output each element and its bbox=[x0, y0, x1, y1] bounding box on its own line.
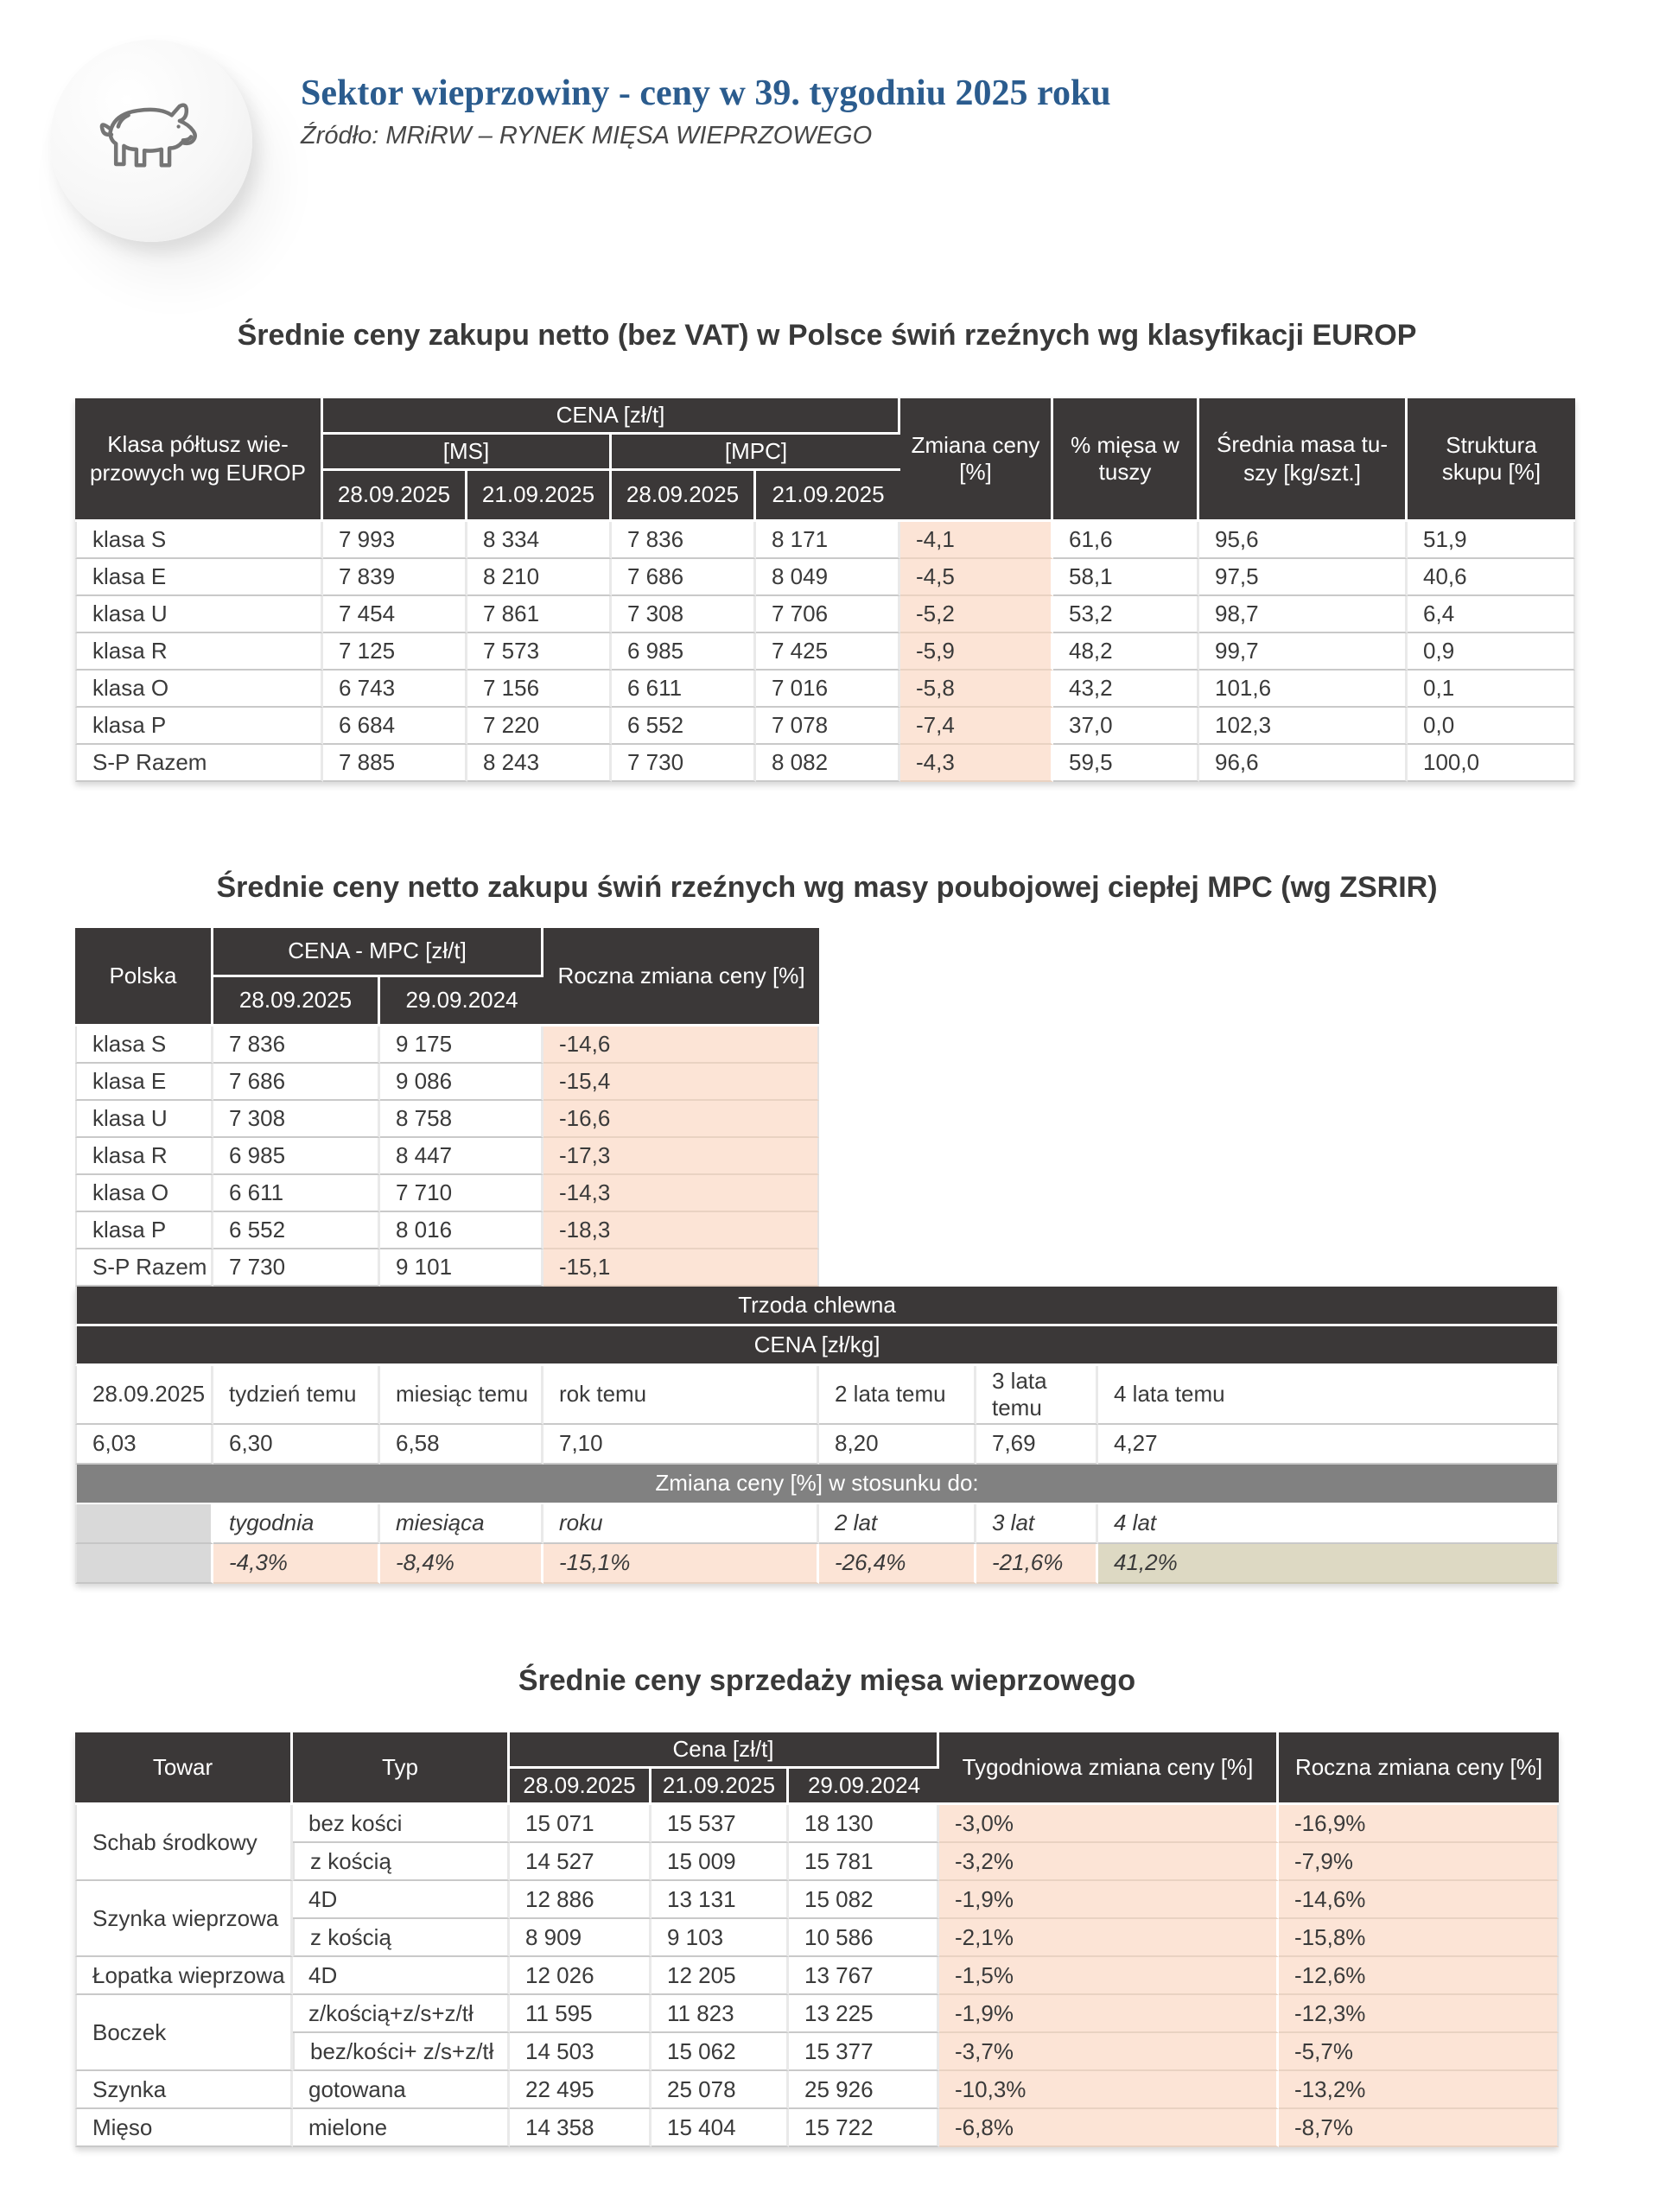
band-cena-unit: CENA [zł/kg] bbox=[75, 1326, 1559, 1366]
cell-change-label: tygodnia bbox=[213, 1504, 380, 1544]
cell-change-label: 3 lat bbox=[976, 1504, 1098, 1544]
page-source: Źródło: MRiRW – RYNEK MIĘSA WIEPRZOWEGO bbox=[301, 122, 873, 150]
table-row bbox=[75, 633, 1575, 671]
col-header-roczna: Roczna zmiana ceny [%] bbox=[543, 928, 819, 1027]
cell-rocz: -16,9% bbox=[1279, 1805, 1559, 1843]
cell-c3: 15 082 bbox=[789, 1881, 939, 1919]
cell-change-value: 41,2% bbox=[1098, 1544, 1559, 1584]
cell-towar: Boczek bbox=[75, 1995, 293, 2071]
cell-ms2: 8 210 bbox=[467, 559, 612, 596]
cell-d1: 6 611 bbox=[213, 1175, 380, 1212]
cell-change-label: roku bbox=[543, 1504, 819, 1544]
col-header-ms: [MS] bbox=[323, 435, 612, 471]
cell-typ: 4D bbox=[293, 1881, 510, 1919]
cell-masa: 96,6 bbox=[1199, 745, 1408, 782]
cell-c1: 15 071 bbox=[510, 1805, 652, 1843]
cell-tyg: -3,2% bbox=[939, 1843, 1279, 1881]
section-title-europ: Średnie ceny zakupu netto (bez VAT) w Polsce świń rzeźnych wg klasyfikacji EUROP bbox=[237, 319, 1417, 352]
cell-c3: 13 767 bbox=[789, 1957, 939, 1995]
cell-price-label: tydzień temu bbox=[213, 1366, 380, 1425]
cell-price-value: 4,27 bbox=[1098, 1425, 1559, 1465]
cell-masa: 101,6 bbox=[1199, 671, 1408, 708]
cell-price-value: 6,03 bbox=[75, 1425, 213, 1465]
cell-tyg: -3,0% bbox=[939, 1805, 1279, 1843]
band-trzoda-title: Trzoda chlewna bbox=[75, 1287, 1559, 1326]
cell-tyg: -2,1% bbox=[939, 1919, 1279, 1957]
cell-price-value: 6,58 bbox=[380, 1425, 543, 1465]
table-row bbox=[75, 1138, 819, 1175]
cell-c2: 15 404 bbox=[652, 2109, 789, 2147]
cell-zm: -17,3 bbox=[543, 1138, 819, 1175]
table-row bbox=[75, 1027, 819, 1064]
cell-c1: 14 503 bbox=[510, 2033, 652, 2071]
cell-towar: Szynka wieprzowa bbox=[75, 1881, 293, 1957]
col-header-date: 21.09.2025 bbox=[652, 1769, 789, 1805]
cell-miesa: 43,2 bbox=[1053, 671, 1199, 708]
cell-d2: 8 758 bbox=[380, 1101, 543, 1138]
cell-miesa: 48,2 bbox=[1053, 633, 1199, 671]
cell-klasa: klasa R bbox=[75, 633, 323, 671]
cell-typ: bez kości bbox=[293, 1805, 510, 1843]
cell-zm: -5,2 bbox=[900, 596, 1053, 633]
cell-typ: z kością bbox=[293, 1843, 510, 1881]
cell-price-label: 4 lata temu bbox=[1098, 1366, 1559, 1425]
table-row bbox=[75, 1881, 1559, 1919]
cell-price-label: 2 lata temu bbox=[819, 1366, 976, 1425]
cell-rocz: -12,3% bbox=[1279, 1995, 1559, 2033]
content bbox=[75, 0, 1579, 2147]
col-header-towar: Towar bbox=[75, 1732, 293, 1805]
cell-price-label: 3 lata temu bbox=[976, 1366, 1098, 1425]
col-header-date: 29.09.2024 bbox=[789, 1769, 939, 1805]
cell-miesa: 59,5 bbox=[1053, 745, 1199, 782]
col-header-date: 21.09.2025 bbox=[467, 471, 612, 522]
table-row bbox=[75, 1249, 819, 1287]
table-meat bbox=[75, 1732, 1559, 2147]
cell-d1: 7 308 bbox=[213, 1101, 380, 1138]
cell-masa: 99,7 bbox=[1199, 633, 1408, 671]
cell-zm: -14,6 bbox=[543, 1027, 819, 1064]
table-row bbox=[75, 1425, 1559, 1465]
cell-c3: 25 926 bbox=[789, 2071, 939, 2109]
cell-c1: 14 358 bbox=[510, 2109, 652, 2147]
cell-c2: 9 103 bbox=[652, 1919, 789, 1957]
cell-tyg: -6,8% bbox=[939, 2109, 1279, 2147]
cell-miesa: 58,1 bbox=[1053, 559, 1199, 596]
cell-d2: 8 016 bbox=[380, 1212, 543, 1249]
cell-miesa: 61,6 bbox=[1053, 522, 1199, 559]
table-row bbox=[75, 745, 1575, 782]
cell-c3: 13 225 bbox=[789, 1995, 939, 2033]
cell-c1: 22 495 bbox=[510, 2071, 652, 2109]
cell-zm: -18,3 bbox=[543, 1212, 819, 1249]
cell-masa: 97,5 bbox=[1199, 559, 1408, 596]
cell-zm: -15,1 bbox=[543, 1249, 819, 1287]
table-row bbox=[75, 1175, 819, 1212]
cell-klasa: klasa O bbox=[75, 671, 323, 708]
cell-skup: 0,0 bbox=[1408, 708, 1575, 745]
cell-c1: 8 909 bbox=[510, 1919, 652, 1957]
cell-typ: bez/kości+ z/s+z/tł bbox=[293, 2033, 510, 2071]
section-title-meat: Średnie ceny sprzedaży mięsa wieprzowego bbox=[518, 1663, 1136, 1697]
cell-skup: 40,6 bbox=[1408, 559, 1575, 596]
cell-towar: Mięso bbox=[75, 2109, 293, 2147]
col-header-masa-line2: szy [kg/szt.] bbox=[1243, 459, 1361, 486]
cell-rocz: -14,6% bbox=[1279, 1881, 1559, 1919]
table-europ bbox=[75, 398, 1575, 782]
cell-d1: 6 552 bbox=[213, 1212, 380, 1249]
table-row bbox=[75, 1805, 1559, 1843]
cell-typ: z kością bbox=[293, 1919, 510, 1957]
cell-miesa: 37,0 bbox=[1053, 708, 1199, 745]
cell-change-value: -4,3% bbox=[213, 1544, 380, 1584]
col-header-cena-meat: Cena [zł/t] bbox=[510, 1732, 939, 1769]
col-header-date: 28.09.2025 bbox=[612, 471, 756, 522]
cell-d2: 9 086 bbox=[380, 1064, 543, 1101]
table-mpc bbox=[75, 928, 819, 1287]
cell-klasa: klasa O bbox=[75, 1175, 213, 1212]
cell-mpc1: 7 686 bbox=[612, 559, 756, 596]
col-header-date: 21.09.2025 bbox=[756, 471, 900, 522]
cell-klasa: klasa S bbox=[75, 1027, 213, 1064]
cell-c3: 18 130 bbox=[789, 1805, 939, 1843]
cell-price-value: 7,69 bbox=[976, 1425, 1098, 1465]
cell-ms1: 6 743 bbox=[323, 671, 467, 708]
cell-klasa: klasa P bbox=[75, 708, 323, 745]
col-header-zmiana: Zmiana ceny [%] bbox=[900, 398, 1053, 522]
table-row bbox=[75, 708, 1575, 745]
cell-masa: 98,7 bbox=[1199, 596, 1408, 633]
cell-c2: 11 823 bbox=[652, 1995, 789, 2033]
table-row bbox=[75, 1326, 1559, 1366]
cell-tyg: -1,9% bbox=[939, 1881, 1279, 1919]
cell-ms2: 7 573 bbox=[467, 633, 612, 671]
cell-ms2: 8 243 bbox=[467, 745, 612, 782]
cell-change-value: -21,6% bbox=[976, 1544, 1098, 1584]
col-header-date: 28.09.2025 bbox=[323, 471, 467, 522]
cell-ms2: 7 156 bbox=[467, 671, 612, 708]
col-header-masa bbox=[1199, 398, 1408, 522]
table-row bbox=[75, 1064, 819, 1101]
cell-change-label: 4 lat bbox=[1098, 1504, 1559, 1544]
cell-skup: 6,4 bbox=[1408, 596, 1575, 633]
cell-change-value: -15,1% bbox=[543, 1544, 819, 1584]
cell-change-label: miesiąca bbox=[380, 1504, 543, 1544]
cell-klasa: S-P Razem bbox=[75, 1249, 213, 1287]
cell-mpc2: 8 082 bbox=[756, 745, 900, 782]
cell-mpc1: 7 308 bbox=[612, 596, 756, 633]
cell-zm: -5,9 bbox=[900, 633, 1053, 671]
cell-c1: 14 527 bbox=[510, 1843, 652, 1881]
cell-mpc1: 6 985 bbox=[612, 633, 756, 671]
table-row bbox=[75, 1366, 1559, 1425]
cell-klasa: klasa U bbox=[75, 1101, 213, 1138]
cell-klasa: klasa U bbox=[75, 596, 323, 633]
col-header-date: 28.09.2025 bbox=[510, 1769, 652, 1805]
cell-ms1: 7 125 bbox=[323, 633, 467, 671]
table-row bbox=[75, 1544, 1559, 1584]
cell-mpc2: 8 049 bbox=[756, 559, 900, 596]
table-row bbox=[75, 596, 1575, 633]
cell-klasa: klasa S bbox=[75, 522, 323, 559]
cell-ms1: 7 454 bbox=[323, 596, 467, 633]
cell-zm: -16,6 bbox=[543, 1101, 819, 1138]
table-row bbox=[75, 1212, 819, 1249]
col-header-struktura: Struktura skupu [%] bbox=[1408, 398, 1575, 522]
cell-d1: 7 686 bbox=[213, 1064, 380, 1101]
cell-c2: 12 205 bbox=[652, 1957, 789, 1995]
cell-typ: 4D bbox=[293, 1957, 510, 1995]
cell-c1: 11 595 bbox=[510, 1995, 652, 2033]
cell-rocz: -13,2% bbox=[1279, 2071, 1559, 2109]
cell-zm: -4,1 bbox=[900, 522, 1053, 559]
cell-ms2: 8 334 bbox=[467, 522, 612, 559]
table-row bbox=[75, 1287, 1559, 1326]
cell-d2: 7 710 bbox=[380, 1175, 543, 1212]
cell-c3: 10 586 bbox=[789, 1919, 939, 1957]
cell-price-label: miesiąc temu bbox=[380, 1366, 543, 1425]
cell-mpc1: 7 730 bbox=[612, 745, 756, 782]
section-title-mpc: Średnie ceny netto zakupu świń rzeźnych wg masy poubojowej ciepłej MPC (wg ZSRIR) bbox=[216, 870, 1438, 904]
cell-d2: 8 447 bbox=[380, 1138, 543, 1175]
cell-rocz: -15,8% bbox=[1279, 1919, 1559, 1957]
cell-zm: -4,3 bbox=[900, 745, 1053, 782]
cell-tyg: -1,9% bbox=[939, 1995, 1279, 2033]
cell-towar: Szynka bbox=[75, 2071, 293, 2109]
cell-change-label: 2 lat bbox=[819, 1504, 976, 1544]
cell-mpc2: 7 425 bbox=[756, 633, 900, 671]
cell-ms1: 6 684 bbox=[323, 708, 467, 745]
cell-klasa: klasa E bbox=[75, 559, 323, 596]
cell-rocz: -12,6% bbox=[1279, 1957, 1559, 1995]
cell-c3: 15 781 bbox=[789, 1843, 939, 1881]
cell-price-label: 28.09.2025 bbox=[75, 1366, 213, 1425]
cell-miesa: 53,2 bbox=[1053, 596, 1199, 633]
cell-ms2: 7 861 bbox=[467, 596, 612, 633]
table-row bbox=[75, 1465, 1559, 1504]
cell-zm: -4,5 bbox=[900, 559, 1053, 596]
col-header-region: Polska bbox=[75, 928, 213, 1027]
cell-rocz: -7,9% bbox=[1279, 1843, 1559, 1881]
cell-masa: 95,6 bbox=[1199, 522, 1408, 559]
cell-tyg: -3,7% bbox=[939, 2033, 1279, 2071]
cell-zm: -14,3 bbox=[543, 1175, 819, 1212]
col-header-tygodniowa: Tygodniowa zmiana ceny [%] bbox=[939, 1732, 1279, 1805]
table-row bbox=[75, 2071, 1559, 2109]
cell-c3: 15 722 bbox=[789, 2109, 939, 2147]
cell-typ: z/kością+z/s+z/tł bbox=[293, 1995, 510, 2033]
table-row bbox=[75, 2109, 1559, 2147]
cell-mpc1: 7 836 bbox=[612, 522, 756, 559]
table-row bbox=[75, 1995, 1559, 2033]
cell-d2: 9 175 bbox=[380, 1027, 543, 1064]
cell-masa: 102,3 bbox=[1199, 708, 1408, 745]
cell-c2: 15 009 bbox=[652, 1843, 789, 1881]
cell-rocz: -5,7% bbox=[1279, 2033, 1559, 2071]
cell-towar: Łopatka wieprzowa bbox=[75, 1957, 293, 1995]
cell-towar: Schab środkowy bbox=[75, 1805, 293, 1881]
col-header-klasa-line2: przowych wg EUROP bbox=[90, 459, 306, 486]
table-row bbox=[75, 1843, 1559, 1881]
cell-mpc2: 7 706 bbox=[756, 596, 900, 633]
cell-c1: 12 026 bbox=[510, 1957, 652, 1995]
cell-ms1: 7 993 bbox=[323, 522, 467, 559]
table-row bbox=[75, 671, 1575, 708]
cell-zm: -15,4 bbox=[543, 1064, 819, 1101]
table-row bbox=[75, 1919, 1559, 1957]
col-header-miesa: % mięsa w tuszy bbox=[1053, 398, 1199, 522]
col-header-mpc: [MPC] bbox=[612, 435, 900, 471]
cell-rocz: -8,7% bbox=[1279, 2109, 1559, 2147]
cell-price-value: 6,30 bbox=[213, 1425, 380, 1465]
cell-ms2: 7 220 bbox=[467, 708, 612, 745]
cell-c2: 15 537 bbox=[652, 1805, 789, 1843]
table-trzoda bbox=[75, 1287, 1559, 1584]
cell-c2: 15 062 bbox=[652, 2033, 789, 2071]
cell-typ: mielone bbox=[293, 2109, 510, 2147]
cell-zm: -5,8 bbox=[900, 671, 1053, 708]
col-header-date: 29.09.2024 bbox=[380, 977, 543, 1027]
cell-change-value: -26,4% bbox=[819, 1544, 976, 1584]
table-row bbox=[75, 522, 1575, 559]
cell-klasa: S-P Razem bbox=[75, 745, 323, 782]
cell-ms1: 7 839 bbox=[323, 559, 467, 596]
col-header-klasa bbox=[75, 398, 323, 522]
cell-typ: gotowana bbox=[293, 2071, 510, 2109]
cell-skup: 100,0 bbox=[1408, 745, 1575, 782]
table-row bbox=[75, 1101, 819, 1138]
col-header-cena-mpc: CENA - MPC [zł/t] bbox=[213, 928, 543, 977]
col-header-typ: Typ bbox=[293, 1732, 510, 1805]
col-header-cena: CENA [zł/t] bbox=[323, 398, 900, 435]
cell-c2: 13 131 bbox=[652, 1881, 789, 1919]
cell-price-value: 8,20 bbox=[819, 1425, 976, 1465]
table-row bbox=[75, 559, 1575, 596]
cell-empty bbox=[75, 1504, 213, 1544]
col-header-klasa-line1: Klasa półtusz wie- bbox=[107, 430, 289, 457]
col-header-roczna-meat: Roczna zmiana ceny [%] bbox=[1279, 1732, 1559, 1805]
cell-mpc1: 6 552 bbox=[612, 708, 756, 745]
cell-change-value: -8,4% bbox=[380, 1544, 543, 1584]
col-header-date: 28.09.2025 bbox=[213, 977, 380, 1027]
cell-tyg: -1,5% bbox=[939, 1957, 1279, 1995]
cell-price-value: 7,10 bbox=[543, 1425, 819, 1465]
table-row bbox=[75, 2033, 1559, 2071]
cell-klasa: klasa R bbox=[75, 1138, 213, 1175]
cell-ms1: 7 885 bbox=[323, 745, 467, 782]
col-header-masa-line1: Średnia masa tu- bbox=[1217, 430, 1388, 457]
cell-skup: 0,1 bbox=[1408, 671, 1575, 708]
cell-mpc1: 6 611 bbox=[612, 671, 756, 708]
cell-c2: 25 078 bbox=[652, 2071, 789, 2109]
cell-c3: 15 377 bbox=[789, 2033, 939, 2071]
cell-mpc2: 7 078 bbox=[756, 708, 900, 745]
cell-d1: 7 730 bbox=[213, 1249, 380, 1287]
table-row bbox=[75, 1957, 1559, 1995]
cell-empty bbox=[75, 1544, 213, 1584]
table-row bbox=[75, 1504, 1559, 1544]
cell-skup: 51,9 bbox=[1408, 522, 1575, 559]
band-zmiana: Zmiana ceny [%] w stosunku do: bbox=[75, 1465, 1559, 1504]
cell-d1: 7 836 bbox=[213, 1027, 380, 1064]
cell-d2: 9 101 bbox=[380, 1249, 543, 1287]
page-title: Sektor wieprzowiny - ceny w 39. tygodniu 2025 roku bbox=[301, 73, 1111, 113]
cell-mpc2: 8 171 bbox=[756, 522, 900, 559]
cell-klasa: klasa P bbox=[75, 1212, 213, 1249]
cell-tyg: -10,3% bbox=[939, 2071, 1279, 2109]
cell-skup: 0,9 bbox=[1408, 633, 1575, 671]
cell-mpc2: 7 016 bbox=[756, 671, 900, 708]
cell-d1: 6 985 bbox=[213, 1138, 380, 1175]
cell-price-label: rok temu bbox=[543, 1366, 819, 1425]
cell-c1: 12 886 bbox=[510, 1881, 652, 1919]
cell-klasa: klasa E bbox=[75, 1064, 213, 1101]
cell-zm: -7,4 bbox=[900, 708, 1053, 745]
